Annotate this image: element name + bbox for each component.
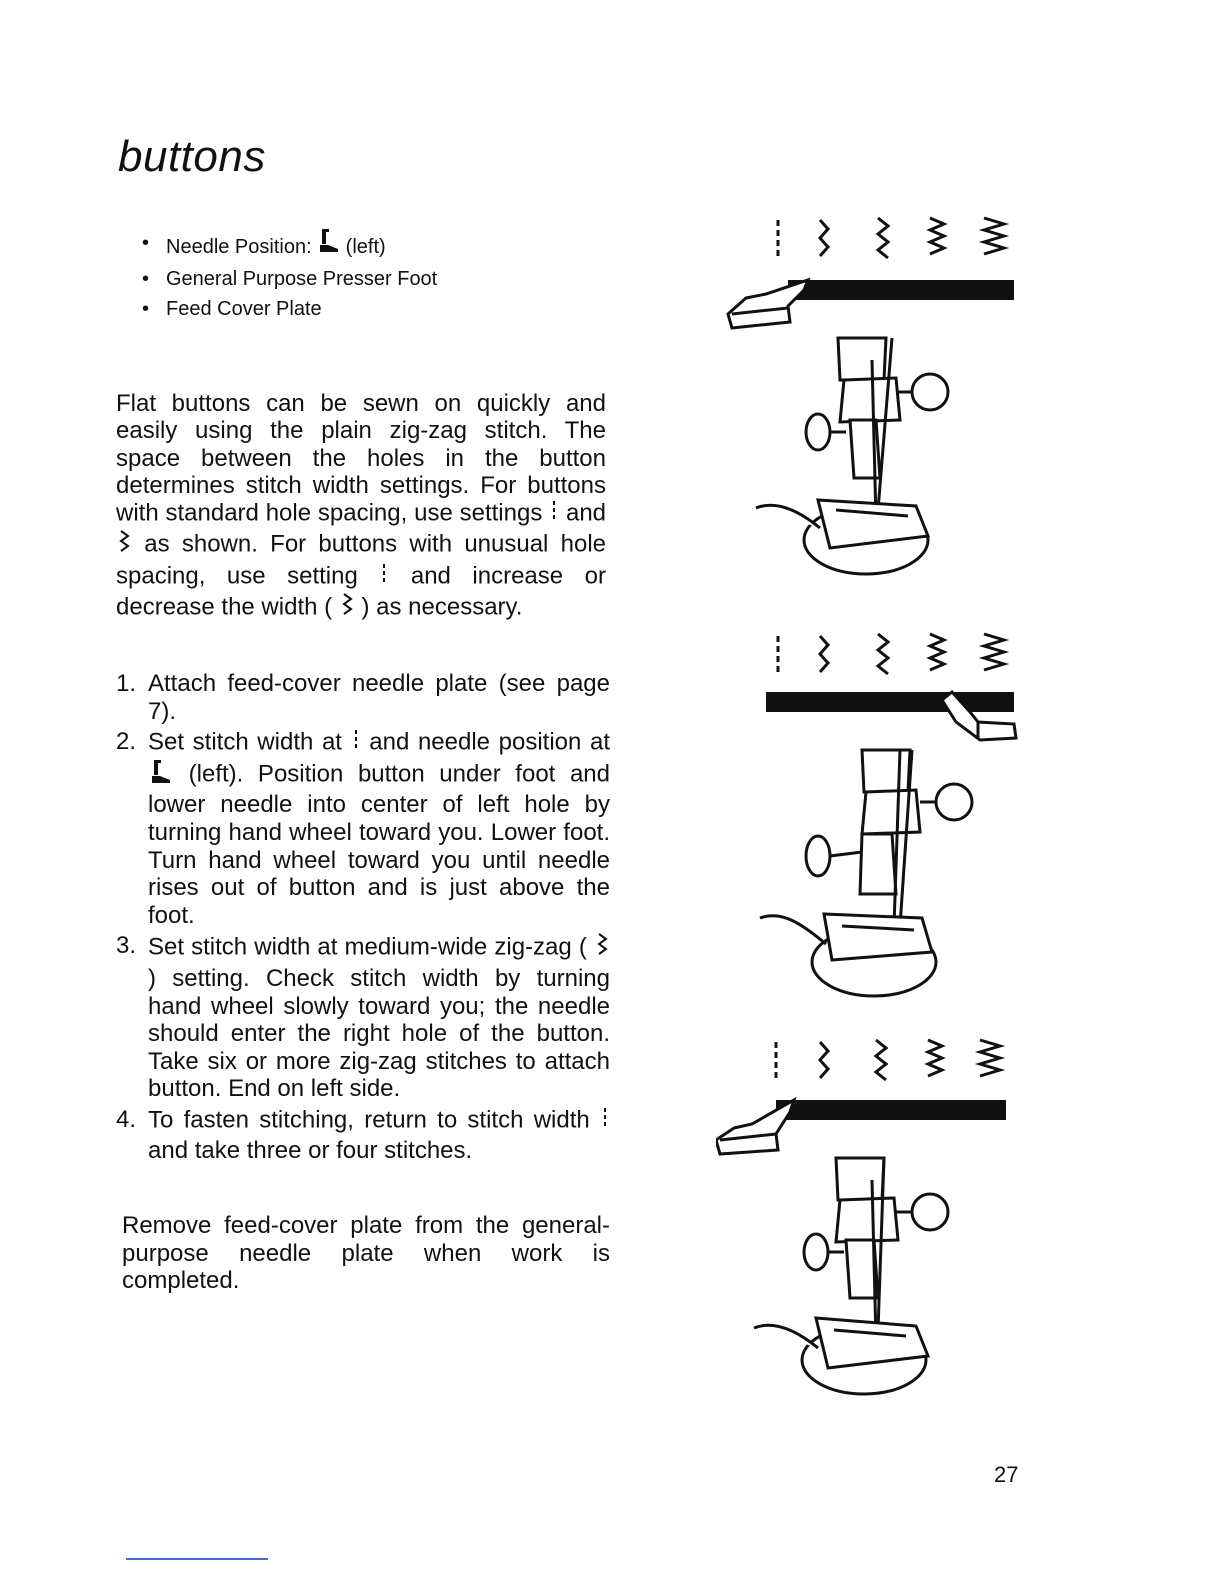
figure-needle-left-finish bbox=[716, 1030, 1026, 1415]
step-text: To fasten stitching, return to stitch width bbox=[148, 1106, 590, 1134]
instruction-steps bbox=[116, 670, 610, 1167]
setting-presser-foot bbox=[140, 264, 437, 294]
zigzag-stitch-icon bbox=[118, 529, 130, 561]
zigzag-stitch-icon bbox=[341, 592, 353, 624]
step-item bbox=[116, 1106, 610, 1164]
sewing-machine-illustration bbox=[716, 626, 1026, 1006]
stitch-width-selector bbox=[778, 218, 1004, 258]
presser-foot-assembly bbox=[756, 338, 948, 574]
intro-paragraph bbox=[116, 390, 606, 624]
closing-paragraph: Remove feed-cover plate from the general-purpose needle plate when work is completed. bbox=[122, 1212, 610, 1295]
step-text: Attach feed-cover needle plate (see page 7). bbox=[148, 670, 610, 725]
step-text: and needle position at bbox=[369, 728, 611, 756]
intro-text: Flat buttons can be sewn on quickly and easily using the plain zig-zag stitch. The space between the holes in the button determines stitch width settings. For buttons with standard hole spacing, use settings bbox=[116, 390, 606, 527]
step-text: ) setting. Check stitch width by turning hand wheel slowly toward you; the needle should enter the right hole of the button. Take six or more zig-zag stitches to attach button. End on left side. bbox=[148, 964, 610, 1103]
step-number: 2. bbox=[116, 728, 137, 756]
width-pointer bbox=[728, 280, 808, 328]
step-item bbox=[116, 932, 610, 1103]
step-text: (left). Position button under foot and lower needle into center of left hole by turning hand wheel toward you. Lower foot. Turn hand wheel toward you until needle rises out of button and is just above the foot. bbox=[148, 760, 611, 929]
zigzag-stitch-icon bbox=[596, 932, 608, 965]
step-number: 3. bbox=[116, 932, 137, 960]
stitch-width-selector bbox=[776, 1040, 1000, 1080]
figure-needle-left bbox=[716, 210, 1026, 595]
stitch-width-selector bbox=[778, 634, 1004, 674]
straight-stitch-icon bbox=[353, 728, 359, 759]
bottom-rule bbox=[126, 1558, 268, 1560]
step-text: Set stitch width at bbox=[148, 728, 342, 756]
width-pointer bbox=[716, 1100, 794, 1154]
step-text: Set stitch width at medium-wide zig-zag ( bbox=[148, 933, 587, 961]
page-title: buttons bbox=[118, 132, 266, 181]
setting-suffix: (left) bbox=[345, 235, 386, 258]
step-number: 1. bbox=[116, 670, 137, 697]
presser-foot-assembly bbox=[754, 1158, 948, 1394]
straight-stitch-icon bbox=[381, 562, 387, 592]
sewing-machine-illustration bbox=[716, 210, 1026, 590]
left-needle-position-icon bbox=[318, 228, 340, 263]
intro-text: as shown. For buttons with unusual hole spacing, use setting bbox=[116, 530, 607, 590]
sewing-machine-illustration bbox=[716, 1030, 1026, 1410]
settings-list bbox=[140, 228, 437, 330]
straight-stitch-icon bbox=[551, 499, 557, 529]
setting-needle-position bbox=[140, 228, 437, 258]
setting-label: Needle Position: bbox=[166, 235, 312, 258]
step-text: and take three or four stitches. bbox=[148, 1136, 473, 1164]
step-number: 4. bbox=[116, 1105, 137, 1133]
setting-label: General Purpose Presser Foot bbox=[166, 268, 438, 290]
intro-text: and increase or decrease the width ( bbox=[116, 562, 606, 621]
presser-foot-assembly bbox=[760, 750, 972, 996]
figure-needle-right bbox=[716, 626, 1026, 1011]
straight-stitch-icon bbox=[602, 1106, 608, 1137]
setting-feed-cover-plate bbox=[140, 294, 437, 324]
page-number: 27 bbox=[994, 1462, 1019, 1487]
step-item bbox=[116, 728, 610, 929]
intro-text: and bbox=[565, 499, 607, 527]
intro-text: ) as necessary. bbox=[361, 593, 523, 621]
left-needle-position-icon bbox=[150, 759, 172, 792]
step-item bbox=[116, 670, 610, 725]
setting-label: Feed Cover Plate bbox=[166, 298, 322, 320]
